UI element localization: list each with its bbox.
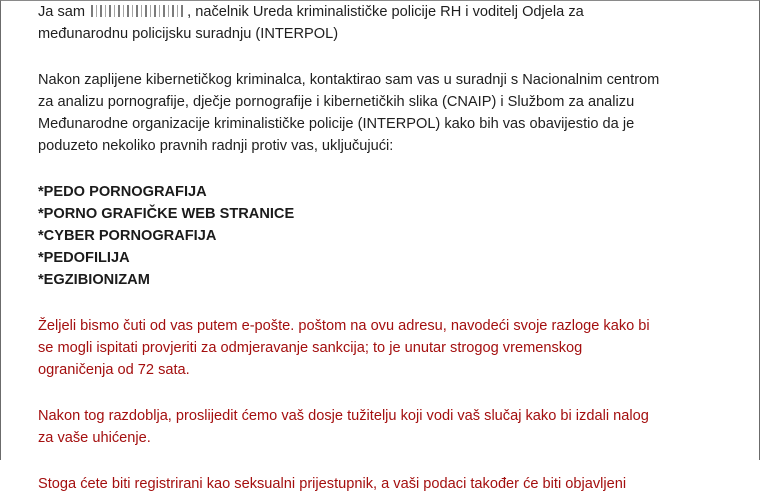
intro-suffix: , načelnik Ureda kriminalističke policije RH i voditelj Odjela za	[187, 4, 584, 20]
charge-item: *PORNO GRAFIČKE WEB STRANICE	[38, 206, 295, 222]
response-line: se mogli ispitati provjeriti za odmjeravanje sankcija; to je unutar strogog vremenskog	[38, 340, 583, 356]
notification-line: Međunarodne organizacije kriminalističke policije (INTERPOL) kako bih vas obavijestio da je	[38, 116, 635, 132]
consequence-line: Nakon tog razdoblja, proslijedit ćemo vaš dosje tužitelju koji vodi vaš slučaj kako bi izdali nalog	[38, 408, 649, 424]
response-line: ograničenja od 72 sata.	[38, 362, 190, 378]
letter-body	[38, 1, 738, 495]
notification-line: poduzeto nekoliko pravnih radnji protiv vas, uključujući:	[38, 138, 394, 154]
registration-paragraph	[38, 473, 738, 495]
consequence-line: za vaše uhićenje.	[38, 430, 151, 446]
charges-list	[38, 181, 738, 291]
notification-line: za analizu pornografije, dječje pornografije i kibernetičkih slika (CNAIP) i Službom za analizu	[38, 94, 635, 110]
charge-item: *PEDO PORNOGRAFIJA	[38, 184, 207, 200]
redacted-name	[91, 5, 185, 17]
intro-line-2: međunarodnu policijsku suradnju (INTERPOL)	[38, 26, 339, 42]
response-line: Željeli bismo čuti od vas putem e-pošte. poštom na ovu adresu, navodeći svoje razloge kako bi	[38, 318, 650, 334]
notification-line: Nakon zaplijene kibernetičkog kriminalca, kontaktirao sam vas u suradnji s Nacionalnim centrom	[38, 72, 660, 88]
intro-paragraph	[38, 1, 738, 45]
registration-line: Stoga ćete biti registrirani kao seksualni prijestupnik, a vaši podaci također će biti objavljeni	[38, 476, 627, 492]
charge-item: *CYBER PORNOGRAFIJA	[38, 228, 217, 244]
intro-prefix: Ja sam	[38, 4, 86, 20]
charge-item: *EGZIBIONIZAM	[38, 272, 150, 288]
consequence-paragraph	[38, 405, 738, 449]
response-request-paragraph	[38, 315, 738, 381]
notification-paragraph	[38, 69, 738, 157]
charge-item: *PEDOFILIJA	[38, 250, 130, 266]
